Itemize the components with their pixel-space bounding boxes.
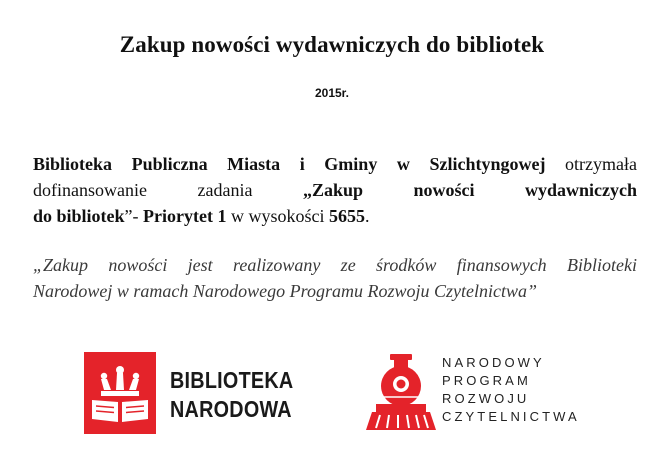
document-year: 2015r. [314,86,350,100]
main-line-3-amount-label: w wysokości [226,206,329,226]
locomotive-icon [366,352,436,434]
main-line-1-rest: otrzymała [545,154,637,174]
nprc-logo [366,352,606,436]
main-line-3 [33,203,637,229]
nprc-line-2: PROGRAM [442,373,531,388]
nprc-line-1: NARODOWY [442,355,545,370]
quote-line-1: „Zakup nowości jest realizowany ze środków finansowych Biblioteki [33,255,637,275]
priority-label: Priorytet 1 [143,206,227,226]
main-line-2 [33,177,637,203]
nprc-line-3: ROZWOJU [442,391,530,406]
bn-wordmark-line-2: NARODOWA [170,396,292,422]
funding-quote [33,252,637,304]
main-line-3-end: . [364,206,370,226]
task-name-end: do bibliotek [33,206,125,226]
nprc-wordmark [442,354,580,426]
amount-value: 5655 [328,206,365,226]
main-paragraph [33,151,637,229]
crown-book-icon [84,352,156,434]
main-line-3-sep: ”- [124,206,144,226]
biblioteka-narodowa-logo [84,352,314,434]
bn-emblem [84,352,156,434]
main-line-2-normal: dofinansowanie zadania [33,180,253,200]
task-name-start: „Zakup nowości wydawniczych [302,180,638,200]
library-name: Biblioteka Publiczna Miasta i Gminy w Szlichtyngowej [33,154,546,174]
nprc-line-4: CZYTELNICTWA [442,409,580,424]
document-title: Zakup nowości wydawniczych do bibliotek [119,32,545,57]
bn-wordmark [170,366,293,424]
bn-wordmark-line-1: BIBLIOTEKA [170,367,294,393]
main-line-1 [33,151,637,177]
quote-line-2: Narodowej w ramach Narodowego Programu Rozwoju Czytelnictwa” [33,281,538,301]
